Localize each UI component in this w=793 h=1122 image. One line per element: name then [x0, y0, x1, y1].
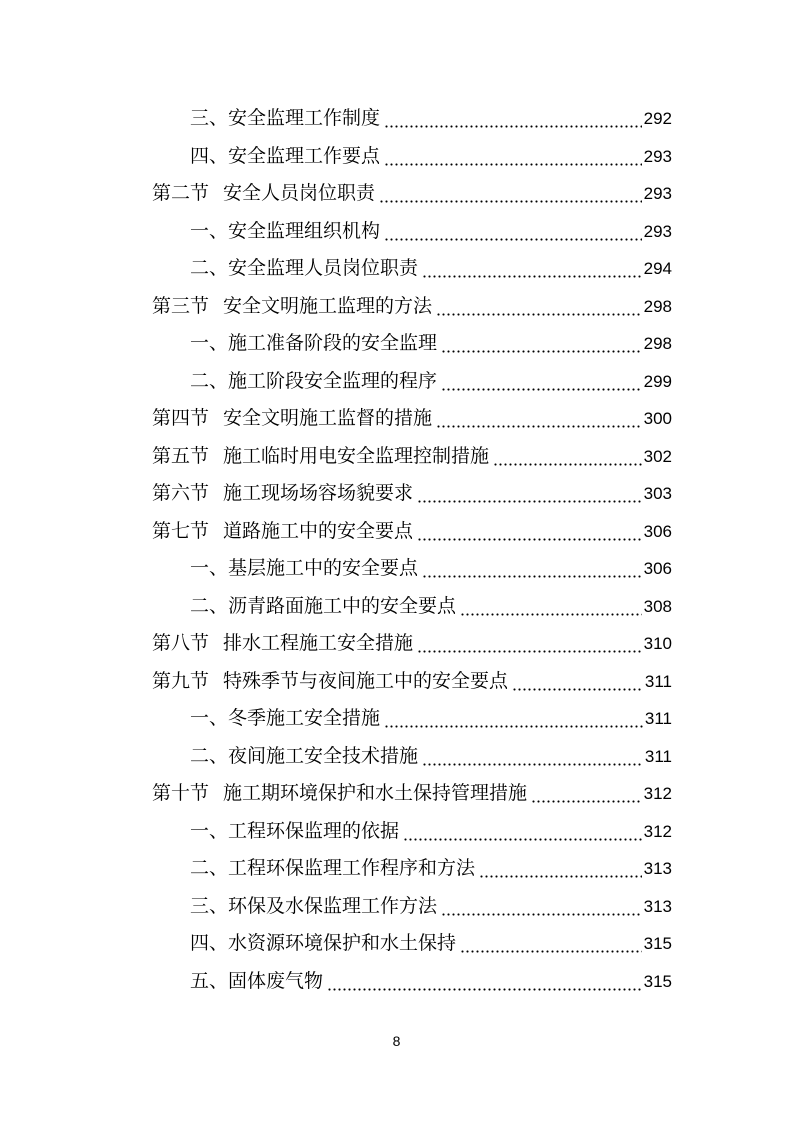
toc-leader-dots — [379, 175, 642, 212]
toc-entry-prefix: 二、 — [190, 857, 229, 879]
toc-entry-prefix: 三、 — [190, 894, 229, 917]
toc-entry[interactable] — [190, 888, 672, 925]
toc-entry-page: 302 — [643, 446, 672, 466]
toc-leader-dots — [460, 925, 642, 962]
toc-leader-dots — [460, 588, 642, 625]
toc-entry-page: 308 — [643, 596, 672, 616]
toc-entry-title: 工程环保监理工作程序和方法 — [228, 857, 476, 879]
toc-entry-prefix: 第八节 — [152, 632, 210, 654]
toc-entry[interactable] — [190, 813, 672, 850]
toc-entry-title: 安全监理人员岗位职责 — [228, 257, 419, 279]
toc-entry-title: 夜间施工安全技术措施 — [228, 744, 419, 767]
toc-entry-prefix: 四、 — [190, 144, 229, 167]
toc-entry-title: 安全人员岗位职责 — [223, 182, 376, 204]
toc-entry-title: 特殊季节与夜间施工中的安全要点 — [223, 669, 509, 692]
toc-entry[interactable] — [190, 250, 672, 287]
toc-leader-dots — [422, 250, 642, 287]
toc-entry-page: 311 — [644, 746, 672, 766]
toc-entry[interactable] — [190, 925, 672, 962]
toc-leader-dots — [403, 813, 642, 850]
toc-entry-page: 315 — [643, 934, 672, 953]
toc-entry[interactable] — [152, 513, 672, 550]
toc-entry-prefix: 第十节 — [152, 782, 210, 804]
toc-entry-title: 排水工程施工安全措施 — [223, 632, 414, 654]
toc-leader-dots — [417, 625, 642, 662]
toc-leader-dots — [441, 363, 642, 400]
toc-entry-page: 310 — [643, 634, 672, 653]
toc-entry-title: 环保及水保监理工作方法 — [228, 894, 438, 917]
toc-leader-dots — [441, 325, 642, 362]
toc-entry-prefix: 二、 — [190, 369, 229, 392]
toc-entry[interactable] — [190, 363, 672, 400]
toc-entry[interactable] — [190, 213, 672, 250]
toc-entry[interactable] — [190, 550, 672, 587]
toc-entry-page: 292 — [643, 109, 672, 128]
toc-entry-prefix: 第四节 — [152, 407, 210, 429]
toc-leader-dots — [422, 738, 643, 775]
toc-entry-title: 安全监理组织机构 — [228, 219, 381, 242]
toc-entry-page: 293 — [643, 184, 672, 203]
toc-entry-prefix: 第二节 — [152, 182, 210, 204]
toc-entry-page: 299 — [643, 371, 672, 391]
toc-entry-title: 安全文明施工监理的方法 — [223, 294, 433, 317]
toc-leader-dots — [417, 475, 642, 512]
toc-entry-page: 293 — [643, 221, 672, 241]
toc-entry-page: 298 — [643, 334, 672, 353]
toc-entry-title: 工程环保监理的依据 — [228, 819, 400, 842]
toc-entry-prefix: 二、 — [190, 594, 229, 617]
toc-entry-prefix: 第九节 — [152, 669, 210, 692]
toc-entry-prefix: 四、 — [190, 932, 229, 954]
toc-leader-dots — [384, 700, 643, 737]
toc-entry-page: 300 — [643, 409, 672, 428]
toc-entry-page: 311 — [644, 709, 672, 728]
toc-entry[interactable] — [190, 325, 672, 362]
toc-entry-title: 施工现场场容场貌要求 — [223, 482, 414, 504]
toc-entry-page: 306 — [643, 521, 672, 541]
toc-entry-title: 水资源环境保护和水土保持 — [228, 932, 457, 954]
toc-entry-prefix: 一、 — [190, 219, 229, 242]
toc-entry-page: 294 — [643, 259, 672, 278]
toc-entry[interactable] — [190, 588, 672, 625]
toc-entry-title: 安全监理工作制度 — [228, 107, 381, 129]
toc-entry-page: 303 — [643, 484, 672, 503]
toc-entry-prefix: 五、 — [190, 969, 229, 992]
toc-entry-prefix: 第七节 — [152, 519, 210, 542]
toc-entry[interactable] — [152, 288, 672, 325]
toc-entry-prefix: 一、 — [190, 707, 229, 729]
toc-entry-title: 冬季施工安全措施 — [228, 707, 381, 729]
toc-leader-dots — [436, 288, 642, 325]
toc-entry[interactable] — [190, 100, 672, 137]
toc-entry-page: 315 — [643, 971, 672, 991]
toc-entry-prefix: 一、 — [190, 557, 229, 579]
toc-leader-dots — [512, 663, 643, 700]
toc-entry[interactable] — [152, 400, 672, 437]
toc-leader-dots — [327, 963, 642, 1000]
toc-leader-dots — [384, 138, 642, 175]
toc-entry-prefix: 第三节 — [152, 294, 210, 317]
toc-leader-dots — [436, 400, 642, 437]
toc-entry-page: 306 — [643, 559, 672, 578]
toc-entry[interactable] — [152, 663, 672, 700]
toc-leader-dots — [384, 100, 642, 137]
toc-entry-prefix: 三、 — [190, 107, 229, 129]
toc-entry[interactable] — [190, 850, 672, 887]
toc-entry-title: 固体废气物 — [228, 969, 324, 992]
toc-entry-title: 道路施工中的安全要点 — [223, 519, 414, 542]
toc-entry-page: 298 — [643, 296, 672, 316]
toc-leader-dots — [479, 850, 642, 887]
toc-entry[interactable] — [152, 175, 672, 212]
toc-entry-prefix: 一、 — [190, 819, 229, 842]
toc-leader-dots — [493, 438, 642, 475]
toc-leader-dots — [384, 213, 642, 250]
toc-entry-page: 312 — [643, 784, 672, 803]
toc-entry[interactable] — [152, 475, 672, 512]
toc-entry-title: 安全监理工作要点 — [228, 144, 381, 167]
toc-entry[interactable] — [152, 775, 672, 812]
toc-leader-dots — [531, 775, 642, 812]
toc-entry-prefix: 第六节 — [152, 482, 210, 504]
page-number: 8 — [392, 1033, 401, 1049]
toc-entry-page: 311 — [644, 671, 672, 691]
toc-entry-title: 施工准备阶段的安全监理 — [228, 332, 438, 354]
toc-leader-dots — [422, 550, 642, 587]
toc-entry-title: 沥青路面施工中的安全要点 — [228, 594, 457, 617]
toc-entry[interactable] — [190, 738, 672, 775]
toc-entry-prefix: 二、 — [190, 744, 229, 767]
toc-entry-page: 313 — [643, 859, 672, 878]
toc-entry-page: 293 — [643, 146, 672, 166]
toc-entry[interactable] — [152, 625, 672, 662]
toc-entry-prefix: 一、 — [190, 332, 229, 354]
toc-entry-title: 施工期环境保护和水土保持管理措施 — [223, 782, 528, 804]
toc-entry[interactable] — [190, 700, 672, 737]
toc-entry-page: 312 — [643, 821, 672, 841]
toc-entry-prefix: 二、 — [190, 257, 229, 279]
toc-entry-prefix: 第五节 — [152, 444, 210, 467]
toc-entry-title: 施工临时用电安全监理控制措施 — [223, 444, 490, 467]
toc-leader-dots — [417, 513, 642, 550]
toc-entry-title: 基层施工中的安全要点 — [228, 557, 419, 579]
toc-entry-page: 313 — [643, 896, 672, 916]
toc-entry-title: 安全文明施工监督的措施 — [223, 407, 433, 429]
toc-entry[interactable] — [190, 138, 672, 175]
toc-entry[interactable] — [152, 438, 672, 475]
toc-entry-title: 施工阶段安全监理的程序 — [228, 369, 438, 392]
toc-entry[interactable] — [190, 963, 672, 1000]
toc-leader-dots — [441, 888, 642, 925]
